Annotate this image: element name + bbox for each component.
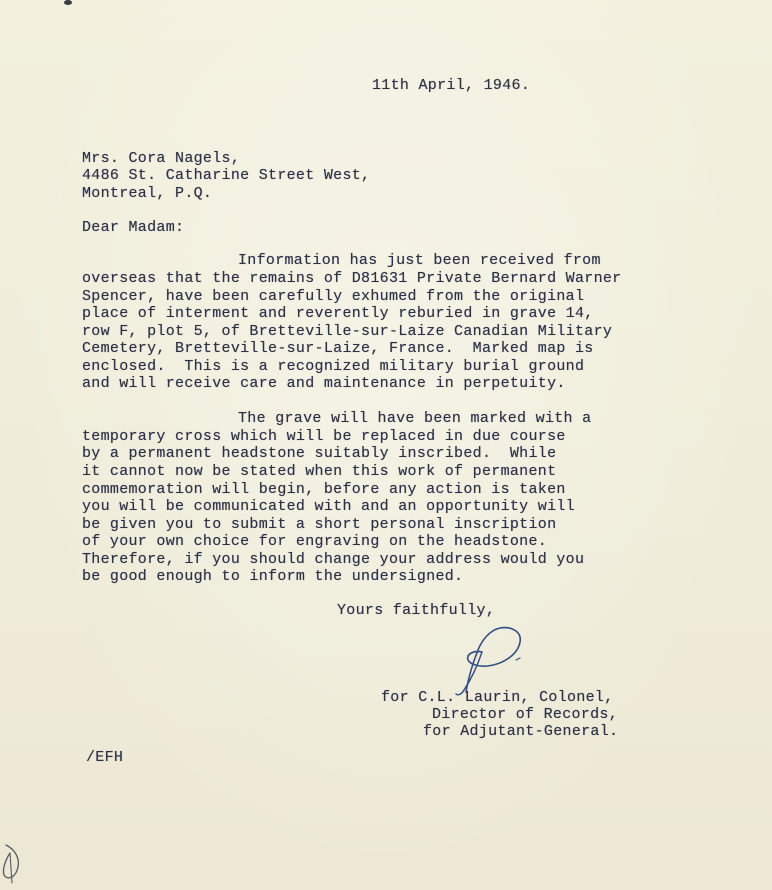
paragraph2-line: by a permanent headstone suitably inscribed. While (82, 445, 557, 462)
salutation: Dear Madam: (82, 219, 185, 236)
paragraph2-line: of your own choice for engraving on the headstone. (82, 533, 548, 550)
closing: Yours faithfully, (337, 602, 496, 619)
paragraph2-line: you will be communicated with and an opportunity will (82, 498, 575, 515)
recipient-city: Montreal, P.Q. (82, 185, 213, 202)
letter-date: 11th April, 1946. (372, 77, 531, 94)
paragraph2-line: The grave will have been marked with a (238, 410, 592, 427)
signature-line-name: for C.L. Laurin, Colonel, (381, 689, 614, 706)
paragraph1-line: enclosed. This is a recognized military burial ground (82, 358, 585, 375)
handwritten-signature (438, 620, 548, 700)
paragraph2-line: temporary cross which will be replaced in due course (82, 428, 566, 445)
ink-speck (64, 0, 72, 5)
paragraph1-line: place of interment and reverently reburied in grave 14, (82, 305, 594, 322)
paragraph2-line: Therefore, if you should change your address would you (82, 551, 585, 568)
paragraph2-line: be given you to submit a short personal inscription (82, 516, 557, 533)
paragraph1-line: Cemetery, Bretteville-sur-Laize, France. Marked map is (82, 340, 594, 357)
paragraph1-line: row F, plot 5, of Bretteville-sur-Laize Canadian Military (82, 323, 613, 340)
signature-line-office: for Adjutant-General. (423, 723, 619, 740)
paragraph2-line: be good enough to inform the undersigned. (82, 568, 464, 585)
paragraph2-line: it cannot now be stated when this work of permanent (82, 463, 557, 480)
paragraph1-line: overseas that the remains of D81631 Private Bernard Warner (82, 270, 622, 287)
recipient-name: Mrs. Cora Nagels, (82, 150, 241, 167)
paragraph1-line: Spencer, have been carefully exhumed from the original (82, 288, 585, 305)
paragraph1-line: Information has just been received from (238, 252, 601, 269)
margin-pencil-mark (0, 835, 30, 890)
paragraph1-line: and will receive care and maintenance in perpetuity. (82, 375, 566, 392)
paragraph2-line: commemoration will begin, before any action is taken (82, 481, 566, 498)
recipient-street: 4486 St. Catharine Street West, (82, 167, 371, 184)
typist-reference: /EFH (86, 749, 124, 766)
signature-line-title: Director of Records, (432, 706, 619, 723)
